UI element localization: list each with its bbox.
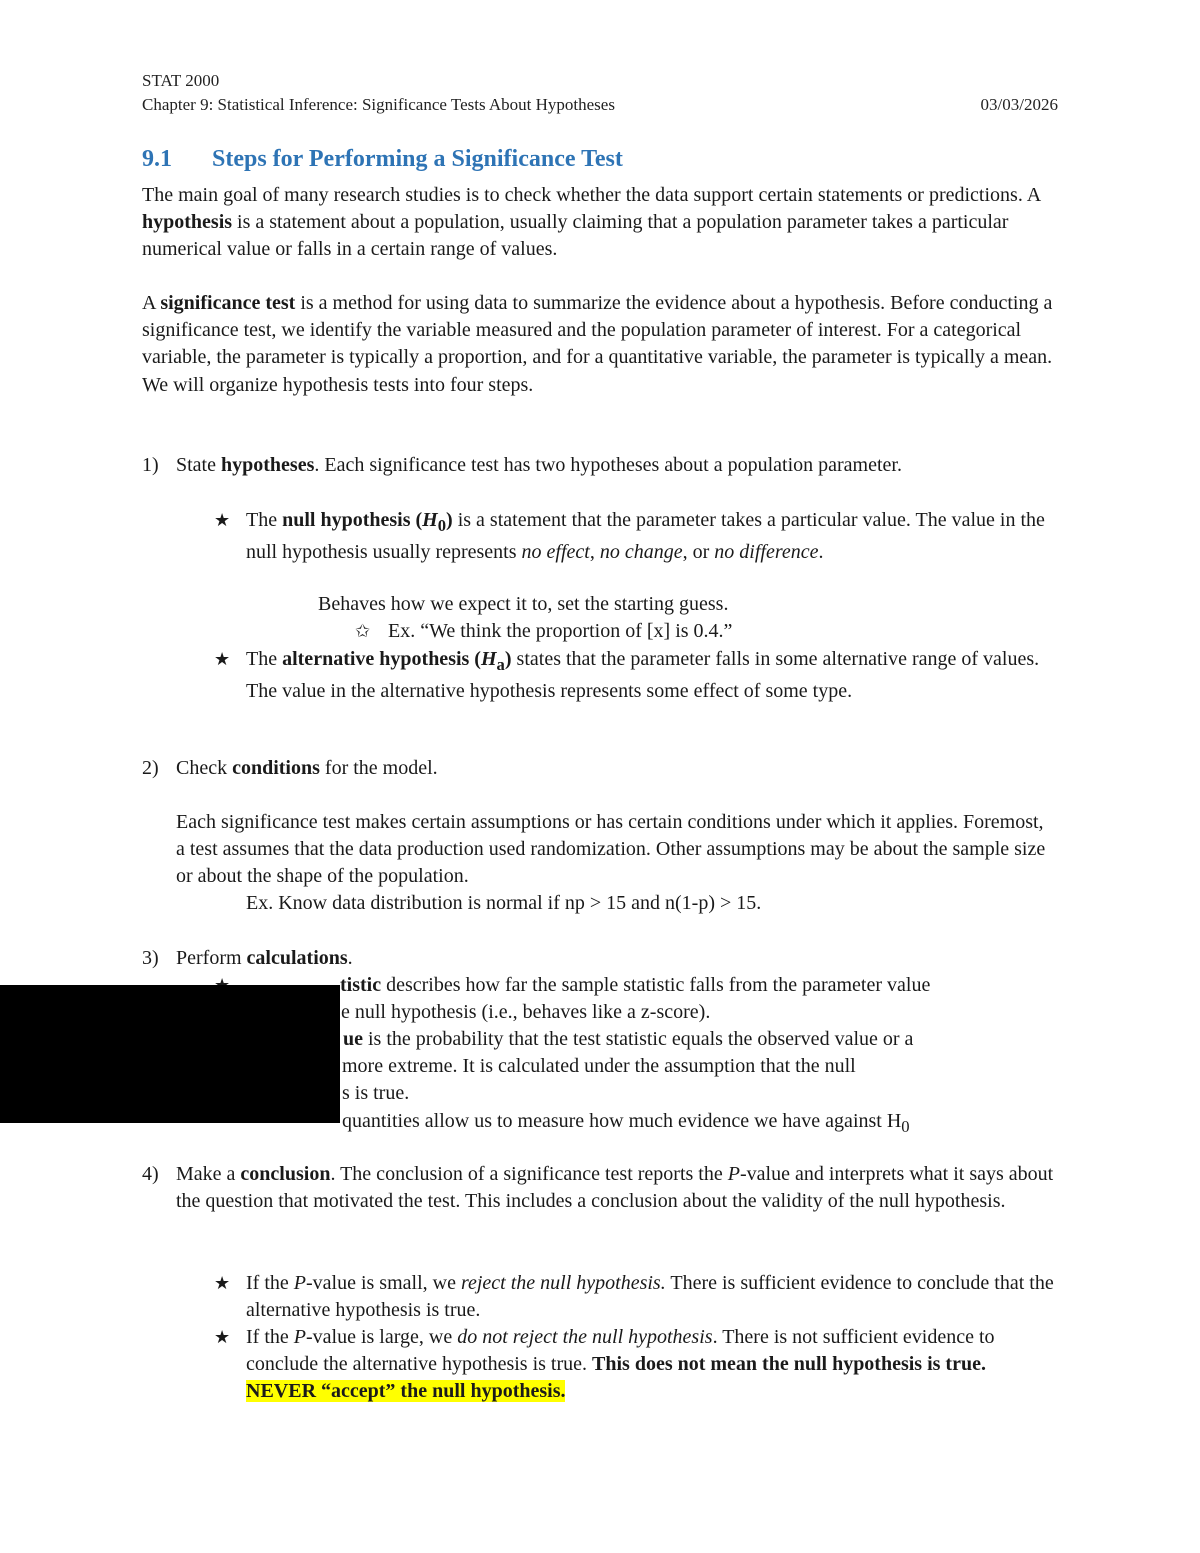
- star-bullet-icon: ★: [214, 1327, 231, 1347]
- highlighted-warning: NEVER “accept” the null hypothesis.: [246, 1380, 566, 1403]
- p-value-line-2: more extreme. It is calculated under the assumption that the null: [342, 1055, 856, 1077]
- conditions-example: Ex. Know data distribution is normal if np > 15 and n(1-p) > 15.: [246, 892, 762, 914]
- section-number: 9.1: [142, 146, 172, 172]
- test-statistic-line-1: tistic describes how far the sample statistic falls from the parameter value: [340, 974, 931, 996]
- intro-paragraph-1: The main goal of many research studies is to check whether the data support certain statements or predictions. A hypothesis is a statement about a population, usually claiming that a population parameter takes a particular numerical value or falls in a certain range of values.: [142, 184, 1041, 261]
- conditions-paragraph: Each significance test makes certain assumptions or has certain conditions under which it applies. Foremost, a test assumes that the data production used randomization. Other assumptions may be about the sample size or about the shape of the population.: [176, 811, 1046, 888]
- term-hypothesis: hypothesis: [142, 211, 233, 234]
- step-4-text: Make a conclusion. The conclusion of a significance test reports the P-value and interprets what it says about the question that motivated the test. This includes a conclusion about the validity of the null hypothesis.: [176, 1163, 1054, 1213]
- star-bullet-icon: ★: [214, 510, 231, 530]
- null-hypothesis-item: The null hypothesis $(H_0)$ is a statement that the parameter takes a particular value. The value in the null hypothesis usually represents no effect, no change, or no difference.: [246, 509, 1045, 564]
- large-p-value-item: If the P-value is large, we do not reject the null hypothesis. There is not sufficient evidence to conclude the alternative hypothesis is true. This does not mean the null hypothesis is true. NEVER “accept” the null hypothesis.: [246, 1326, 995, 1403]
- document-date: 03/03/2026: [980, 95, 1058, 114]
- step-2-number: 2): [142, 757, 159, 779]
- chapter-title: Chapter 9: Statistical Inference: Significance Tests About Hypotheses: [142, 95, 615, 114]
- both-quantities-line: quantities allow us to measure how much evidence we have against $H_0$: [342, 1110, 910, 1136]
- p-value-line-3: s is true.: [342, 1082, 410, 1104]
- term-significance-test: significance test: [160, 292, 296, 314]
- intro-paragraph-2: A significance test is a method for using data to summarize the evidence about a hypothesis. Before conducting a significance test, we identify the variable measured and the population parameter of interest. For a categorical variable, the parameter is typically a proportion, and for a quantitative variable, the parameter is typically a mean. We will organize hypothesis tests into four steps.: [142, 292, 1053, 396]
- test-statistic-line-2: e null hypothesis (i.e., behaves like a z-score).: [341, 1001, 711, 1023]
- p-value-line-1: ue is the probability that the test statistic equals the observed value or a: [343, 1028, 914, 1050]
- null-hypothesis-subpoint: Behaves how we expect it to, set the starting guess.: [318, 593, 729, 615]
- step-3-number: 3): [142, 947, 159, 969]
- step-2-text: Check conditions for the model.: [176, 757, 438, 779]
- section-title: Steps for Performing a Significance Test: [212, 146, 623, 172]
- outline-star-bullet-icon: ✩: [355, 621, 371, 641]
- step-3-text: Perform calculations.: [176, 947, 353, 969]
- section-heading: [142, 144, 623, 174]
- star-bullet-icon: ★: [214, 1273, 231, 1293]
- small-p-value-item: If the P-value is small, we reject the null hypothesis. There is sufficient evidence to conclude that the alternative hypothesis is true.: [246, 1272, 1054, 1322]
- redaction-block: [0, 985, 340, 1123]
- step-1-number: 1): [142, 454, 159, 476]
- null-hypothesis-example: Ex. “We think the proportion of [x] is 0.4.”: [388, 620, 733, 642]
- step-1-text: State hypotheses. Each significance test has two hypotheses about a population parameter.: [176, 454, 902, 476]
- step-4-number: 4): [142, 1163, 159, 1185]
- course-code: STAT 2000: [142, 71, 220, 90]
- alternative-hypothesis-item: The alternative hypothesis $(H_a)$ states that the parameter falls in some alternative range of values. The value in the alternative hypothesis represents some effect of some type.: [246, 648, 1040, 703]
- star-bullet-icon: ★: [214, 649, 231, 669]
